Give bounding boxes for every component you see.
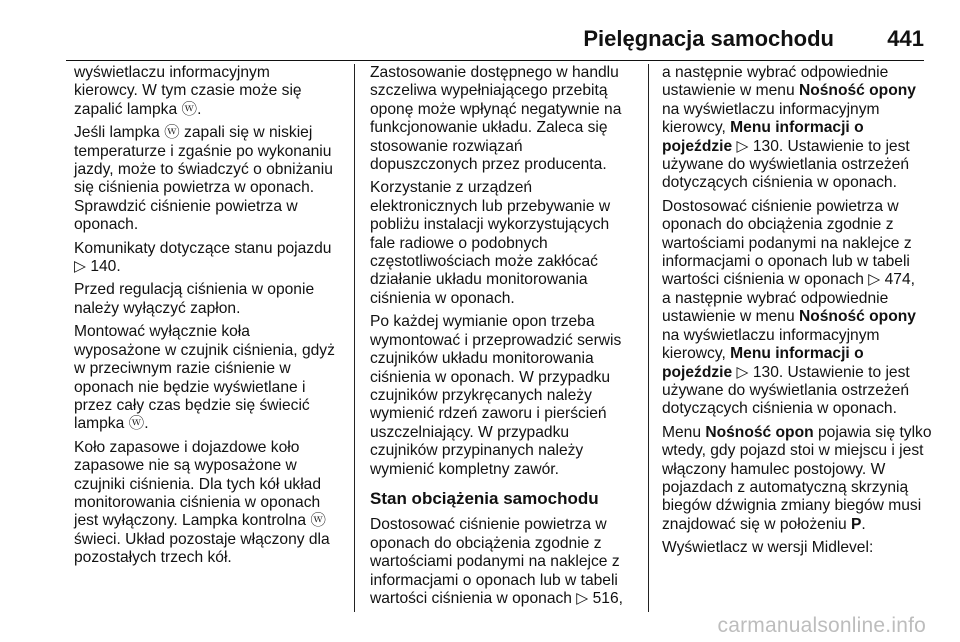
text-line: biegów dźwignia zmiany biegów musi [662,497,922,515]
paragraph [370,516,642,608]
text-line [662,345,934,363]
cross-reference-link[interactable]: wartości ciśnienia w oponach ▷ 474, [662,271,915,289]
text-line: Zastosowanie dostępnego w handlu [370,64,619,81]
text-line: Korzystanie z urządzeń [370,179,533,197]
page-title: Pielęgnacja samochodu [583,26,834,51]
text-line: dotyczących ciśnienia w oponach. [662,400,897,418]
text-line [662,119,934,137]
text-run: kierowcy, [662,345,731,363]
text-line: należy wyłączyć zapłon. [74,299,241,317]
text-line: Dostosować ciśnienie powietrza w [370,516,607,534]
menu-name: pojeździe [662,363,733,381]
text-line: a następnie wybrać odpowiednie [662,64,889,81]
text-line: wymienić kompletny zawór. [370,460,559,478]
paragraph [370,313,642,479]
text-run: kierowcy, [662,119,731,137]
text-line: na wyświetlaczu informacyjnym [662,100,880,118]
text-line [662,516,934,534]
text-line: Po każdej wymianie opon trzeba [370,313,595,331]
text-line: Jeśli lampka ⓦ zapali się w niskiej [74,124,313,142]
text-line: zapasowe nie są wyposażone w [74,457,297,475]
text-line: pobliżu instalacji wykorzystujących [370,216,610,234]
paragraph: Wyświetlacz w wersji Midlevel: [662,539,874,557]
text-line: świeci. Układ pozostaje włączony dla [74,530,330,548]
menu-name: pojeździe [662,137,733,155]
text-line: informacjami o oponach lub w tabeli [662,253,910,271]
page-header [66,24,924,61]
text-line: się ciśnienia powietrza w oponach. [74,179,315,197]
menu-name: Menu informacji o [730,345,864,363]
cross-reference-link[interactable]: ▷ 130. Ustawienie to jest [732,137,910,155]
text-line: wtedy, gdy pojazd stoi w miejscu i jest [662,442,924,460]
text-run: ustawienie w menu [662,82,799,100]
text-line [662,82,934,100]
text-line: oponę może wpłynąć negatywnie na [370,100,622,118]
text-line: Sprawdzić ciśnienie powietrza w [74,197,298,215]
text-run: pojawia się tylko [813,423,932,441]
text-line: dopuszczonych przez producenta. [370,156,607,174]
paragraph [662,424,934,534]
paragraph [370,64,642,174]
text-line: czujniki ciśnienia. Dla tych kół układ [74,475,322,493]
text-line: oponach do obciążenia zgodnie z [370,534,602,552]
text-line: stosowanie rozwiązań [370,137,523,155]
paragraph [74,323,346,433]
text-line: przez cały czas będzie się świecić [74,396,310,414]
text-run: . [861,515,866,533]
text-line: częstotliwościach może zakłócać [370,253,598,271]
text-line: a następnie wybrać odpowiednie [662,289,889,307]
text-line: na wyświetlaczu informacyjnym [662,326,880,344]
gear-position: P [850,515,862,533]
text-line: używane do wyświetlania ostrzeżeń [662,381,910,399]
text-run: Menu [662,423,706,441]
section-heading: Stan obciążenia samochodu [370,488,599,508]
paragraph [662,64,934,193]
text-line: informacjami o oponach lub w tabeli [370,571,618,589]
text-line: oponach do obciążenia zgodnie z [662,216,894,234]
text-line: Montować wyłącznie koła [74,323,250,341]
text-line: w przeciwnym razie ciśnienie w [74,360,291,378]
text-line: pojazdach z automatyczną skrzynią [662,478,909,496]
text-run: znajdować się w położeniu [662,515,851,533]
text-line: Dostosować ciśnienie powietrza w [662,197,899,215]
text-line: lampka ⓦ. [74,415,149,433]
text-line [662,308,934,326]
text-line: wartościami podanymi na naklejce z [370,553,620,571]
text-line: ciśnienia w oponach. [370,289,515,307]
text-line: czujników układu monitorowania [370,350,594,368]
text-line: czujników przykręcanych należy [370,386,592,404]
text-line: wartościami podanymi na naklejce z [662,234,912,252]
text-line: włączony hamulec postojowy. W [662,460,886,478]
text-line: monitorowania ciśnienia w oponach [74,493,321,511]
menu-name: Menu informacji o [730,119,864,137]
column-divider [648,64,649,612]
text-line: kierowcy. W tym czasie może się [74,82,302,100]
paragraph [74,439,346,568]
text-line: elektronicznych lub przebywanie w [370,197,611,215]
text-run: ustawienie w menu [662,308,799,326]
text-line: ciśnienia w oponach. W przypadku [370,368,611,386]
paragraph [370,179,642,308]
text-line: funkcjonowanie układu. Zaleca się [370,119,608,137]
menu-name: Nośność opony [798,308,916,326]
text-line [662,138,934,156]
text-line: fale radiowe o podobnych [370,234,548,252]
text-line: oponach. [74,216,139,234]
text-line: działanie układu monitorowania [370,271,588,289]
text-line [662,364,934,382]
text-line: pozostałych trzech kół. [74,549,232,567]
text-line: dotyczących ciśnienia w oponach. [662,174,897,192]
text-line: szczeliwa wypełniającego przebitą [370,82,608,100]
watermark: carmanualsonline.info [717,614,926,637]
page-number: 441 [887,26,924,51]
text-line: temperaturze i zgaśnie po wykonaniu [74,142,332,160]
text-line: jazdy, może to świadczyć o obniżaniu [74,161,333,179]
text-line: jest wyłączony. Lampka kontrolna ⓦ [74,512,326,530]
paragraph [74,124,346,234]
text-column-2 [370,64,642,613]
paragraph [74,281,346,318]
text-line: uszczelniający. W przypadku [370,423,570,441]
text-line: Przed regulacją ciśnienia w oponie [74,281,315,299]
menu-name: Nośność opon [705,423,814,441]
text-column-1 [74,64,346,573]
text-line [662,424,934,442]
cross-reference-link[interactable]: ▷ 140. [74,258,121,276]
text-column-3 [662,64,934,563]
paragraph [662,198,934,419]
text-line: używane do wyświetlania ostrzeżeń [662,156,910,174]
text-line: wartości ciśnienia w oponach ▷ 516, [370,589,623,607]
text-line: wyposażone w czujnik ciśnienia, gdyż [74,341,335,359]
paragraph [74,240,346,277]
paragraph [74,64,346,119]
text-line: czujników przypinanych należy [370,442,584,460]
text-line: Koło zapasowe i dojazdowe koło [74,438,300,456]
column-divider [354,64,355,612]
text-line: wymienić rdzeń zaworu i pierścień [370,405,607,423]
text-line: oponach nie będzie wyświetlane i [74,378,306,396]
menu-name: Nośność opony [798,82,916,100]
cross-reference-link[interactable]: ▷ 130. Ustawienie to jest [732,363,910,381]
text-line: Komunikaty dotyczące stanu pojazdu [74,239,332,257]
text-line: wyświetlaczu informacyjnym [74,64,270,81]
text-line: wymontować i przeprowadzić serwis [370,331,622,349]
text-line: zapalić lampka ⓦ. [74,100,202,118]
